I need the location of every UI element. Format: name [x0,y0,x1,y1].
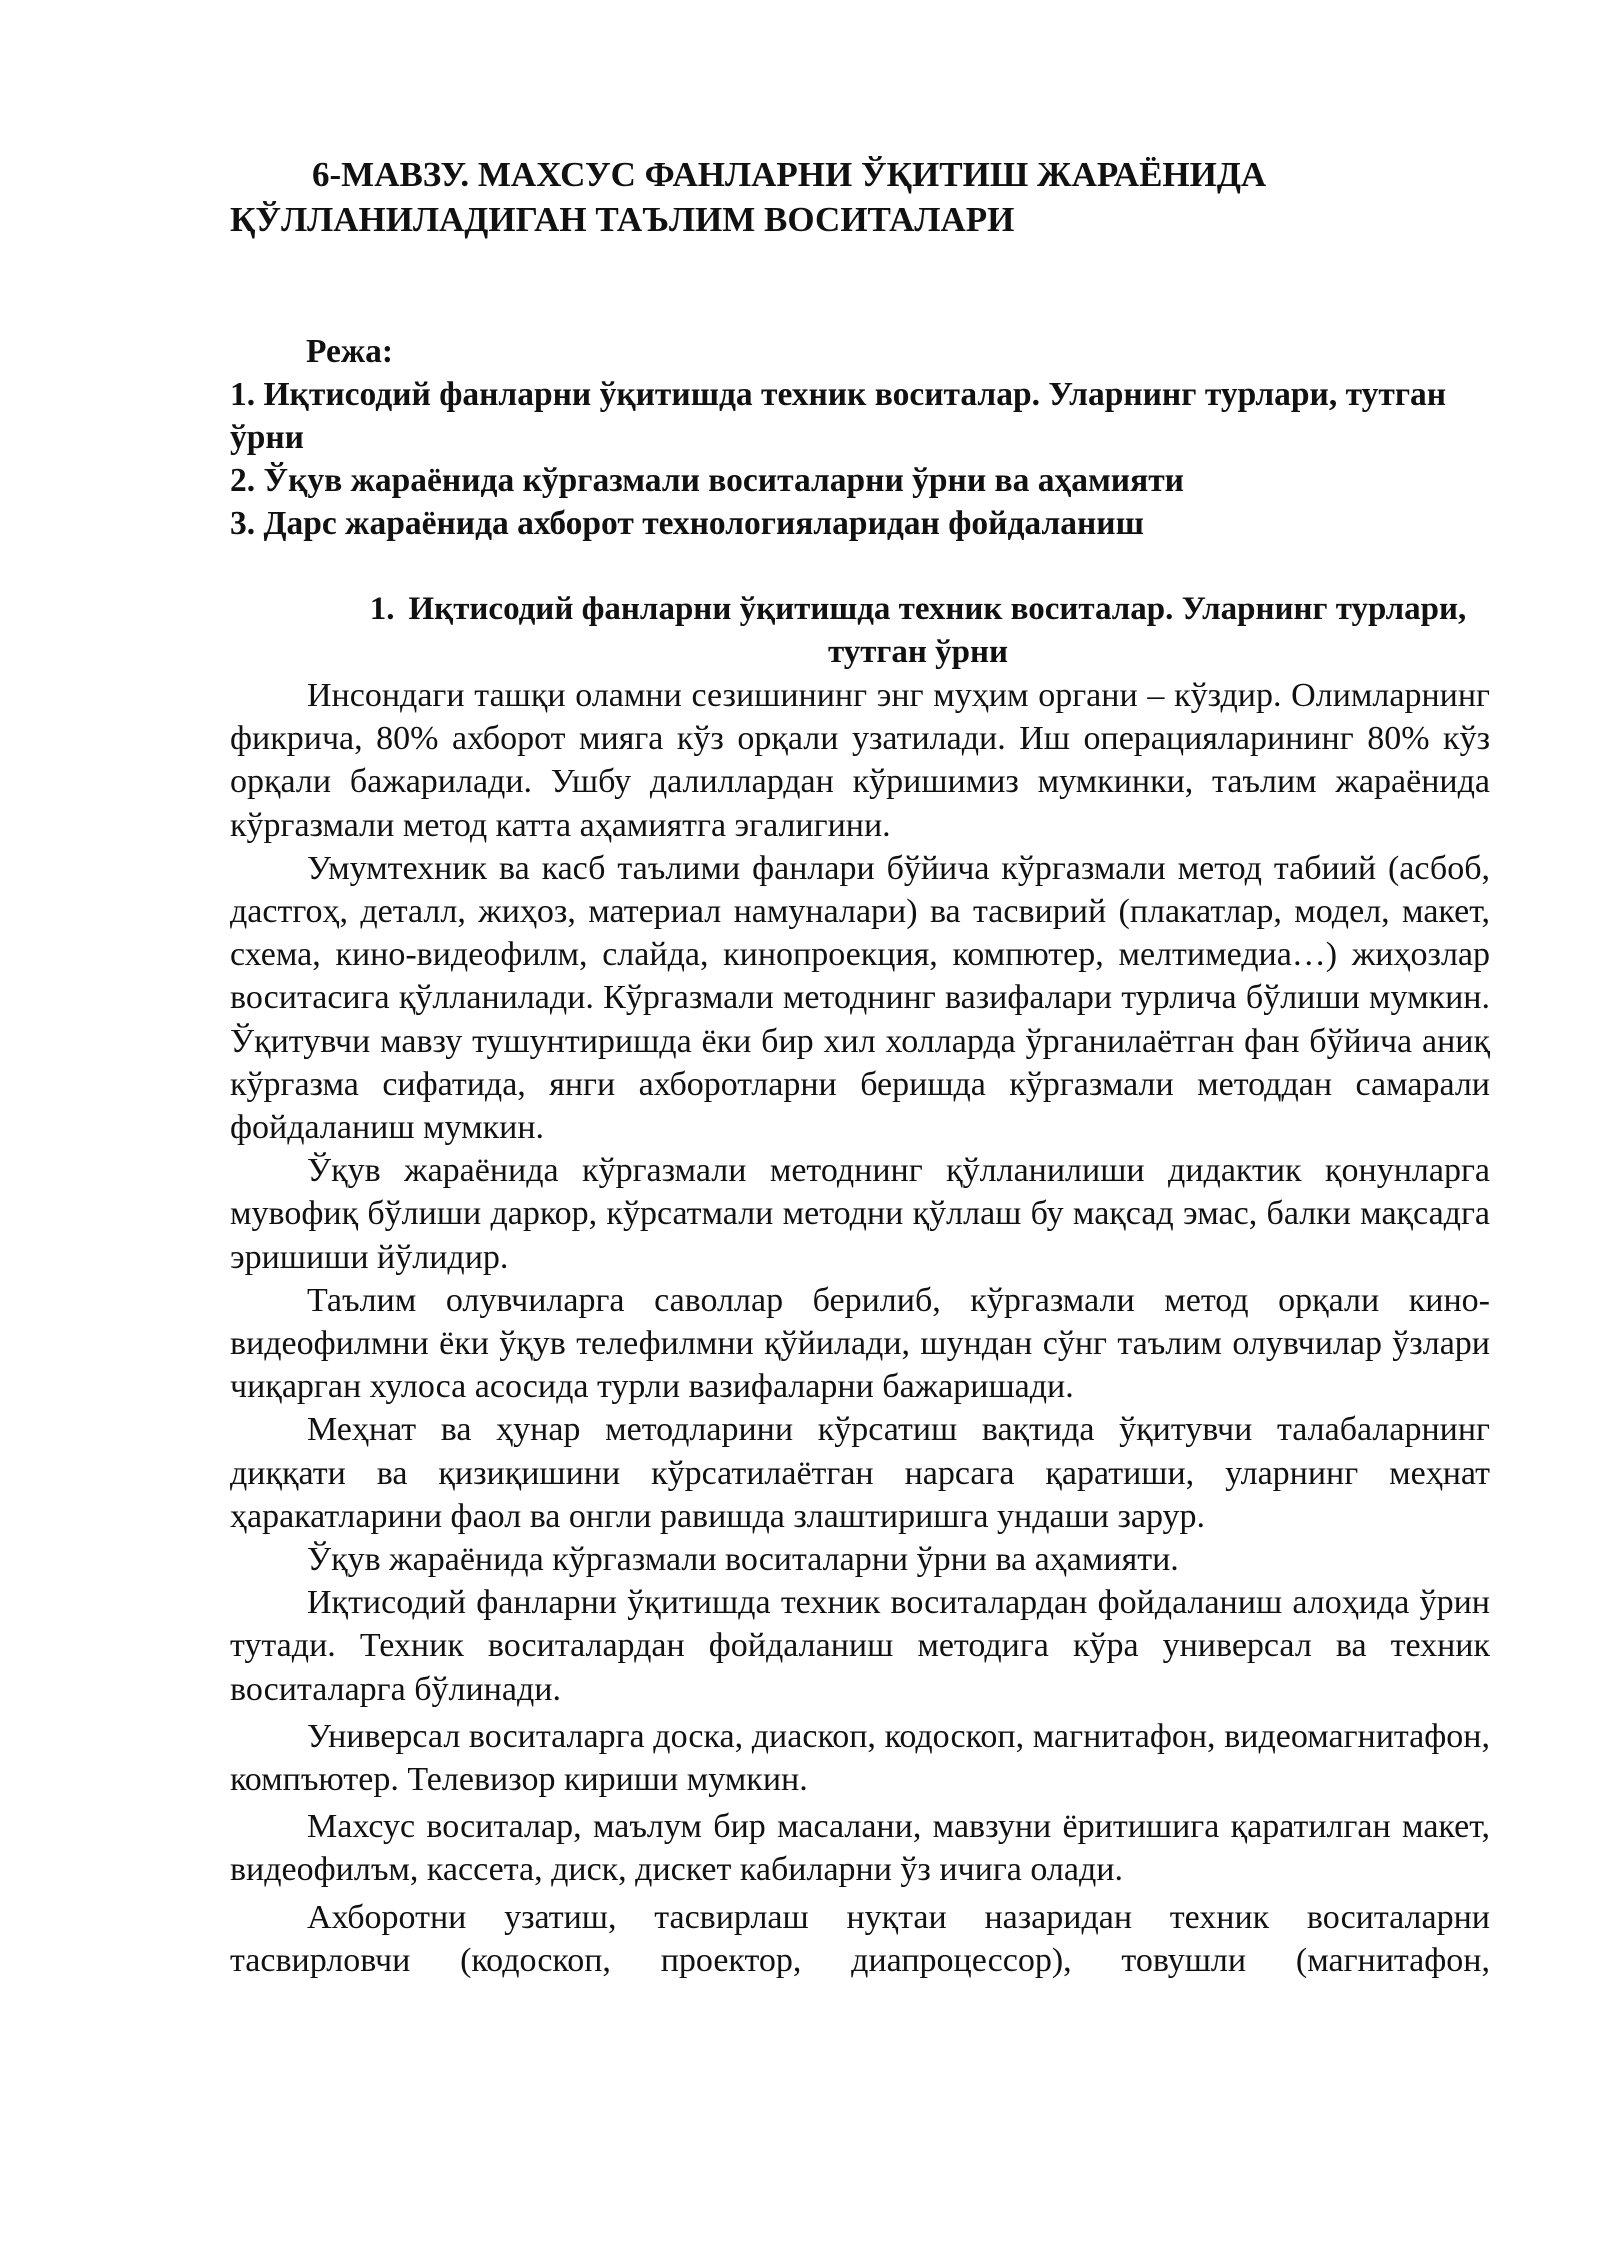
plan-item: 3. Дарс жараёнида ахборот технологияларидан фойдаланиш [230,505,1144,542]
title-line-2: ҚЎЛЛАНИЛАДИГАН ТАЪЛИМ ВОСИТАЛАРИ [230,200,1015,239]
paragraph: Махсус воситалар, маълум бир масалани, мавзуни ёритишига қаратилган макет, видеофилъм, кассета, диск, дискет кабиларни ўз ичига олади. [230,1808,1490,1889]
section-body [230,674,1490,1982]
plan-block [230,330,1490,545]
paragraph: Таълим олувчиларга саволлар берилиб, кўргазмали метод орқали кино-видеофилмни ёки ўқув телефилмни қўйилади, шундан сўнг таълим олувчилар ўзлари чиқарган хулоса асосида турли вазифаларни бажаришади. [230,1281,1490,1406]
section-heading-text: Иқтисодий фанларни ўқитишда техник воситалар. Уларнинг турлари, тутган ўрни [408,591,1467,670]
paragraph: Иқтисодий фанларни ўқитишда техник воситалардан фойдаланиш алоҳида ўрин тутади. Техник воситалардан фойдаланиш методига кўра универсал ва техник воситаларга бўлинади. [230,1584,1490,1708]
plan-list [230,373,1490,545]
paragraph: Умумтехник ва касб таълими фанлари бўйича кўргазмали метод табиий (асбоб, дастгоҳ, деталл, жиҳоз, материал намуналари) ва тасвирий (плакатлар, модел, макет, схема, кино-видеофилм, слайда, кинопроекция, компютер, мелтимедиа…) жиҳозлар воситасига қўлланилади. Кўргазмали методнинг вазифалари турлича бўлиши мумкин. Ўқитувчи мавзу тушунтиришда ёки бир хил холларда ўрганилаётган фан бўйича аниқ кўргазма сифатида, янги ахборотларни беришда кўргазмали методдан самарали фойдаланиш мумкин. [230,849,1490,1147]
paragraph: Ўқув жараёнида кўргазмали методнинг қўлланилиши дидактик қонунларга мувофиқ бўлиши даркор, кўрсатмали методни қўллаш бу мақсад эмас, балки мақсадга эришиши йўлидир. [230,1152,1490,1276]
paragraph: Меҳнат ва ҳунар методларини кўрсатиш вақтида ўқитувчи талабаларнинг диққати ва қизиқишини кўрсатилаётган нарсага қаратиши, уларнинг меҳнат ҳаракатларини фаол ва онгли равишда злаштиришга ундаши зарур. [230,1411,1490,1535]
paragraph: Ўқув жараёнида кўргазмали воситаларни ўрни ва аҳамияти. [307,1541,1179,1579]
paragraph: Ахборотни узатиш, тасвирлаш нуқтаи назаридан техник воситаларни тасвирловчи (кодоскоп, проектор, диапроцессор), товушли (магнитафон, [230,1898,1490,1979]
plan-item: 2. Ўқув жараёнида кўргазмали воситаларни ўрни ва аҳамияти [230,462,1184,499]
plan-item: 1. Иқтисодий фанларни ўқитишда техник воситалар. Уларнинг турлари, тутган ўрни [230,376,1447,456]
section-number: 1. [369,591,395,627]
section-1 [230,588,1490,1982]
title-line-1: 6-МАВЗУ. МАХСУС ФАНЛАРНИ ЎҚИТИШ ЖАРАЁНИДА [312,155,1267,194]
page-title [230,152,1490,242]
paragraph: Универсал воситаларга доска, диаскоп, кодоскоп, магнитафон, видеомагнитафон, компъютер. Телевизор кириши мумкин. [230,1717,1490,1799]
paragraph: Инсондаги ташқи оламни сезишининг энг муҳим органи – кўздир. Олимларнинг фикрича, 80% ахборот мияга кўз орқали узатилади. Иш операцияларининг 80% кўз орқали бажарилади. Ушбу далиллардан кўришимиз мумкинки, таълим жараёнида кўргазмали метод катта аҳамиятга эгалигини. [230,677,1490,844]
plan-heading: Режа: [306,333,394,370]
section-heading [230,588,1490,674]
